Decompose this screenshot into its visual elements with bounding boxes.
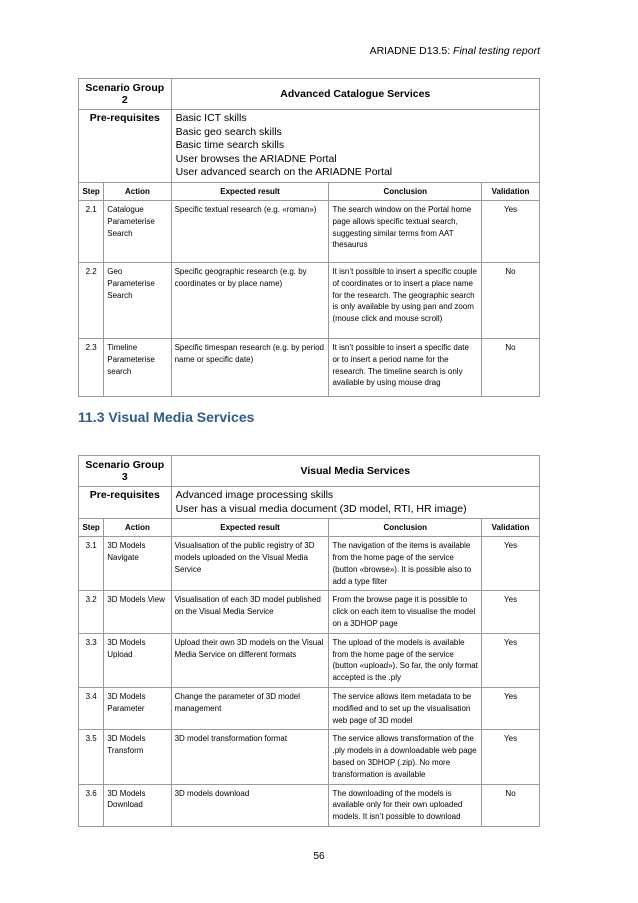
table-row [79,730,540,784]
prereq-label: Pre-requisites [79,487,172,519]
validation-cell: Yes [482,730,540,784]
page-header [370,45,540,57]
validation-cell: No [482,262,540,338]
conclusion-cell: The search window on the Portal home page allows specific textual search, suggesting similar terms from AAT thesaurus [329,200,482,262]
expected-cell: 3D models download [171,784,329,826]
validation-cell: Yes [482,591,540,633]
step-cell: 3.1 [79,537,104,591]
doc-id: ARIADNE D13.5: [369,45,454,57]
expected-cell: Specific geographic research (e.g. by coordinates or by place name) [171,262,329,338]
expected-cell: Visualisation of each 3D model published on the Visual Media Service [171,591,329,633]
prereq-item: User advanced search on the ARIADNE Portal [175,166,393,179]
group-label: Scenario Group 3 [79,456,172,487]
table-row [79,633,540,687]
conclusion-cell: The navigation of the items is available from the home page of the service (button «browse»). It is possible also to add a type filter [329,537,482,591]
action-cell: 3D Models Upload [104,633,171,687]
expected-cell: Specific textual research (e.g. «roman») [171,200,329,262]
prereq-item: Advanced image processing skills [175,489,334,501]
validation-cell: Yes [482,633,540,687]
step-cell: 2.1 [79,200,104,262]
conclusion-cell: The upload of the models is available from the home page of the service (button «upload»). So far, the only format accepted is the .ply [329,633,482,687]
action-cell: Timeline Parameterise search [104,338,171,396]
scenario-group-3-table [78,455,540,827]
table-row [79,338,540,396]
expected-cell: 3D model transformation format [171,730,329,784]
col-step: Step [79,182,104,200]
action-cell: Catalogue Parameterise Search [104,200,171,262]
prereq-item: User has a visual media document (3D model, RTI, HR image) [175,502,467,515]
action-cell: 3D Models Parameter [104,687,171,729]
action-cell: 3D Models Navigate [104,537,171,591]
conclusion-cell: The service allows transformation of the .ply models in a downloadable web page based on 3DHOP (.zip). No more transformation is available [329,730,482,784]
action-cell: 3D Models View [104,591,171,633]
conclusion-cell: From the browse page it is possible to click on each item to visualise the model on a 3DHOP page [329,591,482,633]
conclusion-cell: It isn’t possible to insert a specific couple of coordinates or to insert a place name for the research. The geographic search is only available by using pan and zoom (mouse click and mouse scroll) [329,262,482,338]
step-cell: 2.3 [79,338,104,396]
table-row [79,687,540,729]
action-cell: Geo Parameterise Search [104,262,171,338]
col-validation: Validation [482,519,540,537]
table-row [79,537,540,591]
page-number: 56 [313,851,325,862]
prereq-item: Basic geo search skills [175,125,282,138]
prerequisites-row [79,487,540,519]
prereq-list [171,110,539,183]
validation-cell: Yes [482,537,540,591]
col-action: Action [104,519,171,537]
prerequisites-row [79,110,540,183]
prereq-list [171,487,539,519]
col-expected: Expected result [171,182,329,200]
group-label: Scenario Group 2 [79,79,172,110]
table-row [79,784,540,826]
group-title-row [79,79,540,110]
prereq-label: Pre-requisites [79,110,172,183]
conclusion-cell: The downloading of the models is available only for their own uploaded models. It isn’t possible to download [329,784,482,826]
expected-cell: Visualisation of the public registry of 3D models uploaded on the Visual Media Service [171,537,329,591]
section-heading: 11.3 Visual Media Services [78,409,255,425]
validation-cell: Yes [482,200,540,262]
step-cell: 3.2 [79,591,104,633]
col-step: Step [79,519,104,537]
table-row [79,591,540,633]
step-cell: 3.5 [79,730,104,784]
col-conclusion: Conclusion [329,182,482,200]
col-conclusion: Conclusion [329,519,482,537]
step-cell: 3.6 [79,784,104,826]
expected-cell: Specific timespan research (e.g. by period name or specific date) [171,338,329,396]
validation-cell: No [482,338,540,396]
validation-cell: No [482,784,540,826]
prereq-item: Basic ICT skills [175,112,247,124]
action-cell: 3D Models Download [104,784,171,826]
table-row [79,200,540,262]
step-cell: 3.3 [79,633,104,687]
prereq-item: User browses the ARIADNE Portal [175,152,337,165]
action-cell: 3D Models Transform [104,730,171,784]
conclusion-cell: The service allows item metadata to be modified and to set up the visualisation web page of 3D model [329,687,482,729]
doc-title: Final testing report [453,45,540,57]
col-action: Action [104,182,171,200]
step-cell: 2.2 [79,262,104,338]
prereq-item: Basic time search skills [175,139,285,152]
col-validation: Validation [482,182,540,200]
group-name: Advanced Catalogue Services [171,79,539,110]
column-header-row [79,519,540,537]
scenario-group-2-table [78,78,540,397]
expected-cell: Upload their own 3D models on the Visual Media Service on different formats [171,633,329,687]
group-title-row [79,456,540,487]
conclusion-cell: It isn’t possible to insert a specific date or to insert a period name for the research. The timeline search is only available by using mouse drag [329,338,482,396]
group-name: Visual Media Services [171,456,539,487]
step-cell: 3.4 [79,687,104,729]
expected-cell: Change the parameter of 3D model management [171,687,329,729]
validation-cell: Yes [482,687,540,729]
table-row [79,262,540,338]
col-expected: Expected result [171,519,329,537]
column-header-row [79,182,540,200]
